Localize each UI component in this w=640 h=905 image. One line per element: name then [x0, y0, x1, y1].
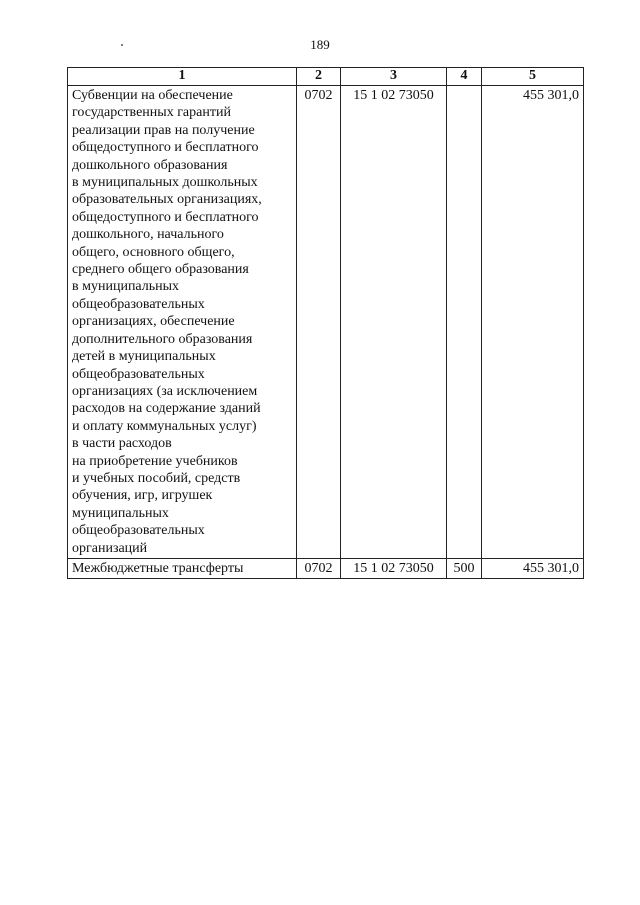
table-row: [68, 558, 584, 578]
row-name: Межбюджетные трансферты: [68, 558, 297, 578]
row-amount: 455 301,0: [482, 558, 584, 578]
row-name: Субвенции на обеспечение государственных гарантий реализации прав на получение общедоступного и бесплатного дошкольного образования в муниципальных дошкольных образовательных организациях, общедоступного и бесплатного дошкольного, начального общего, основного общего, среднего общего образования в муниципальных общеобразовательных организациях, обеспечение дополнительного образования детей в муниципальных общеобразовательных организациях (за исключением расходов на содержание зданий и оплату коммунальных услуг) в части расходов на приобретение учебников и учебных пособий, средств обучения, игр, игрушек муниципальных общеобразовательных организаций: [68, 86, 297, 559]
budget-table: [67, 67, 584, 579]
row-amount: 455 301,0: [482, 86, 584, 559]
column-header-2: 2: [297, 68, 341, 86]
row-target: 15 1 02 73050: [341, 86, 447, 559]
row-expense-type: [447, 86, 482, 559]
column-header-4: 4: [447, 68, 482, 86]
row-target: 15 1 02 73050: [341, 558, 447, 578]
column-header-1: 1: [68, 68, 297, 86]
scan-speck: [121, 44, 123, 46]
table-header-row: [68, 68, 584, 86]
row-expense-type: 500: [447, 558, 482, 578]
page-number: 189: [310, 37, 330, 52]
row-section: 0702: [297, 86, 341, 559]
column-header-3: 3: [341, 68, 447, 86]
row-section: 0702: [297, 558, 341, 578]
table-row: [68, 86, 584, 559]
column-header-5: 5: [482, 68, 584, 86]
